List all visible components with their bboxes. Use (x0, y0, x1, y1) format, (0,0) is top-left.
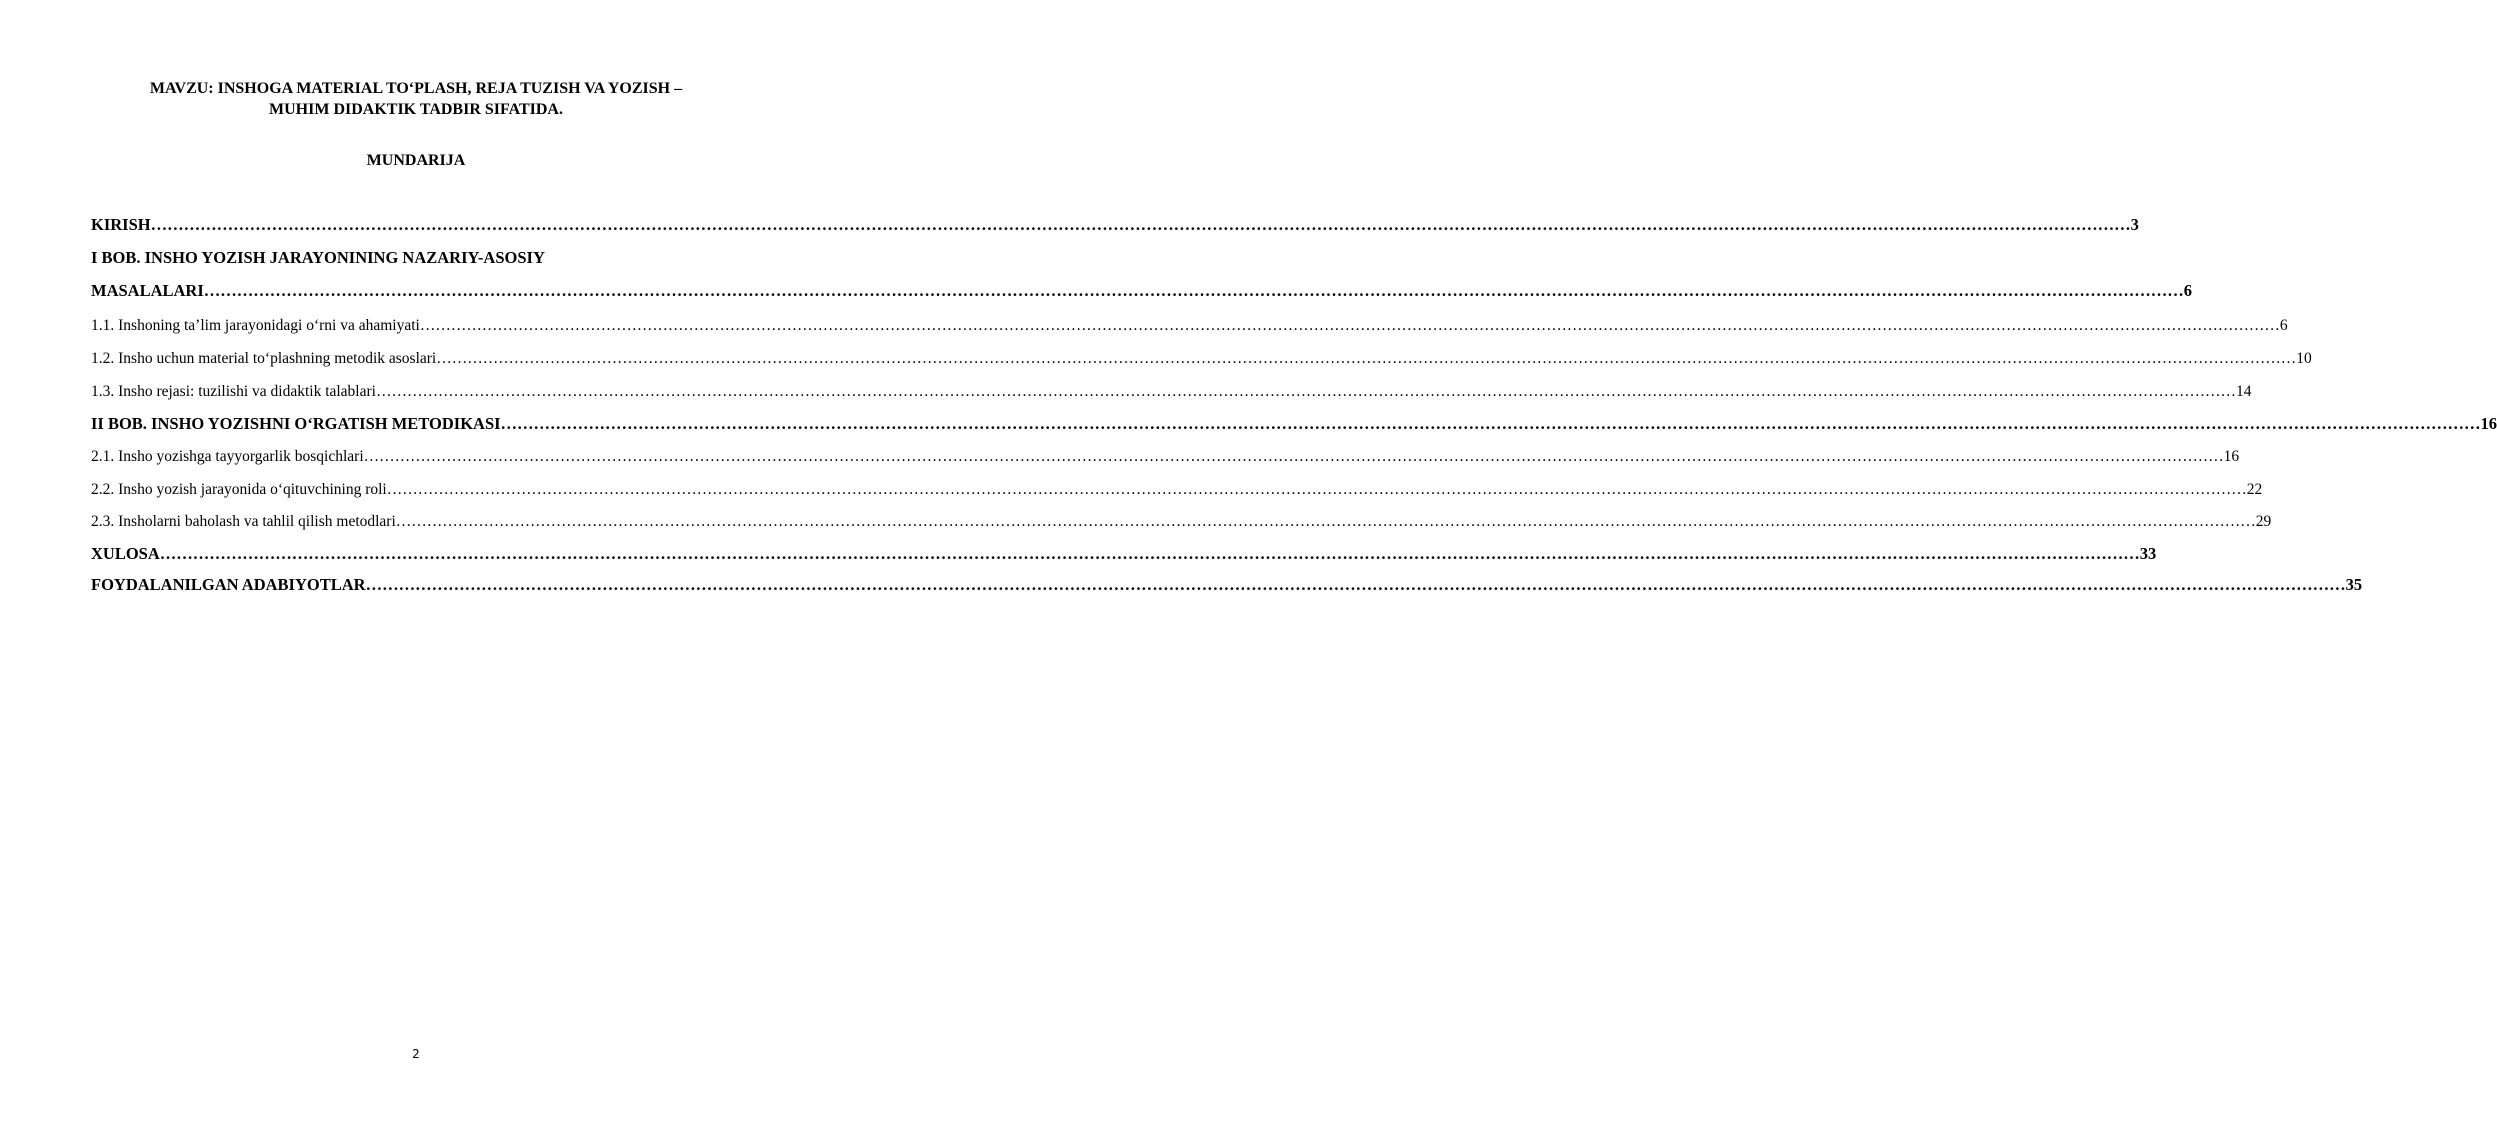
toc-entry-adabiyotlar[interactable] (91, 572, 2363, 603)
toc-leader-dots: ……………………………………………………………………………………………………………………………………………………………………………………………………………………………………………………………………………………………………………………………… (395, 513, 2256, 530)
toc-heading: MUNDARIJA (366, 152, 466, 169)
title-line-2: MUHIM DIDAKTIK TADBIR SIFATIDA. (269, 101, 563, 118)
toc-entry-page: 6 (2279, 317, 2288, 334)
toc-entry-label: KIRISH (91, 215, 151, 234)
toc-entry-1-3[interactable] (91, 379, 2252, 411)
toc-leader-dots: ……………………………………………………………………………………………………………………………………………………………………………………………………………………………………………………………………………………………………………………………… (150, 215, 2131, 234)
toc-leader-dots: ……………………………………………………………………………………………………………………………………………………………………………………………………………………………………………………………………………………………………………………………… (386, 481, 2247, 498)
toc-leader-dots: ……………………………………………………………………………………………………………………………………………………………………………………………………………………………………………………………………………………………………………………………… (159, 544, 2140, 563)
toc-entry-label: I BOB. INSHO YOZISH JARAYONINING NAZARIY-ASOSIY (91, 248, 545, 267)
toc-entry-page: 14 (2235, 383, 2252, 400)
toc-entry-page: 3 (2130, 215, 2139, 234)
toc-entry-bob2[interactable] (91, 411, 2497, 444)
table-of-contents (91, 212, 2497, 603)
toc-leader-dots: ……………………………………………………………………………………………………………………………………………………………………………………………………………………………………………………………………………………………………………………………… (365, 575, 2346, 594)
toc-entry-2-3[interactable] (91, 509, 2272, 541)
toc-entry-label: II BOB. INSHO YOZISHNI O‘RGATISH METODIKASI (91, 414, 501, 433)
toc-entry-page: 33 (2139, 544, 2157, 563)
toc-leader-dots: ……………………………………………………………………………………………………………………………………………………………………………………………………………………………………………………………………………………………………………………………… (500, 414, 2481, 433)
toc-entry-label: MASALALARI (91, 281, 204, 300)
toc-entry-page: 35 (2345, 575, 2363, 594)
toc-leader-dots: ……………………………………………………………………………………………………………………………………………………………………………………………………………………………………………………………………………………………………………………………… (375, 383, 2236, 400)
toc-entry-1-2[interactable] (91, 346, 2312, 379)
toc-entry-page: 29 (2255, 513, 2272, 530)
toc-entry-label: FOYDALANILGAN ADABIYOTLAR (91, 575, 366, 594)
toc-entry-page: 6 (2183, 281, 2193, 300)
toc-entry-label: 2.1. Insho yozishga tayyorgarlik bosqichlari (91, 448, 364, 465)
toc-leader-dots: ……………………………………………………………………………………………………………………………………………………………………………………………………………………………………………………………………………………………………………………………… (419, 317, 2280, 334)
toc-entry-1-1[interactable] (91, 313, 2288, 346)
toc-entry-label: 1.3. Insho rejasi: tuzilishi va didaktik talablari (91, 383, 376, 400)
toc-entry-page: 16 (2480, 414, 2497, 433)
toc-entry-page: 10 (2296, 350, 2312, 367)
toc-entry-label: 2.2. Insho yozish jarayonida o‘qituvchining roli (91, 481, 387, 498)
toc-entry-bob1-line1[interactable] (91, 245, 743, 278)
document-title (80, 78, 752, 120)
toc-entry-kirish[interactable] (91, 212, 2139, 245)
toc-entry-label: 1.2. Insho uchun material to‘plashning metodik asoslari (91, 350, 437, 367)
toc-entry-page: 22 (2246, 481, 2263, 498)
toc-entry-label: 1.1. Inshoning ta’lim jarayonidagi o‘rni va ahamiyati (91, 317, 420, 334)
toc-entry-xulosa[interactable] (91, 541, 2157, 572)
toc-entry-page: 16 (2223, 448, 2240, 465)
title-line-1: MAVZU: INSHOGA MATERIAL TO‘PLASH, REJA TUZISH VA YOZISH – (149, 80, 683, 97)
toc-entry-bob1[interactable] (91, 278, 2193, 313)
toc-leader-dots: ……………………………………………………………………………………………………………………………………………………………………………………………………………………………………………………………………………………………………………………………… (436, 350, 2297, 367)
toc-entry-2-1[interactable] (91, 444, 2240, 477)
toc-leader-dots: ……………………………………………………………………………………………………………………………………………………………………………………………………………………………………………………………………………………………………………………………… (203, 281, 2184, 300)
toc-entry-label: XULOSA (91, 544, 160, 563)
toc-entry-label: 2.3. Insholarni baholash va tahlil qilish metodlari (91, 513, 396, 530)
toc-leader-dots: ……………………………………………………………………………………………………………………………………………………………………………………………………………………………………………………………………………………………………………………………… (363, 448, 2224, 465)
page-number: 2 (412, 1047, 420, 1061)
toc-entry-2-2[interactable] (91, 477, 2263, 509)
